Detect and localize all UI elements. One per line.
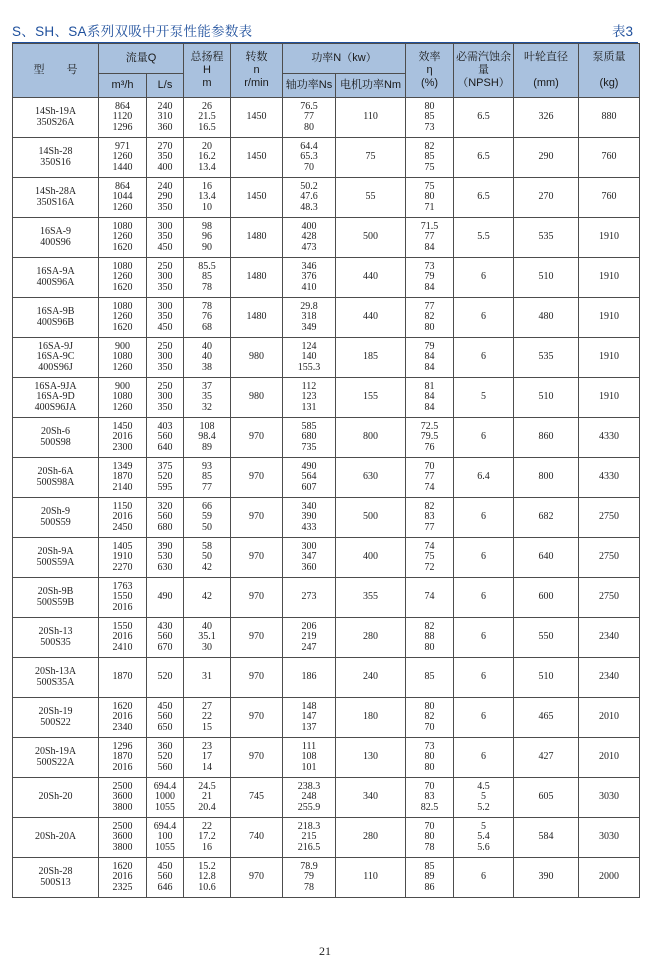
header-npsh [454, 44, 514, 98]
cell-speed: 970 [231, 458, 283, 498]
cell-shaft-power: 340 390 433 [283, 498, 336, 538]
cell-head: 40 40 38 [184, 338, 231, 378]
cell-flow-ls: 375 520 595 [147, 458, 184, 498]
header-flow: 流量Q [99, 44, 184, 74]
cell-head: 22 17.2 16 [184, 818, 231, 858]
header-mass-unit: (kg) [599, 77, 619, 89]
cell-speed: 745 [231, 778, 283, 818]
cell-efficiency: 81 84 84 [406, 378, 454, 418]
cell-efficiency: 71.5 77 84 [406, 218, 454, 258]
cell-motor-power: 240 [336, 658, 406, 698]
cell-flow-ls: 403 560 640 [147, 418, 184, 458]
cell-pump-mass: 2010 [579, 738, 640, 778]
cell-pump-mass: 2750 [579, 538, 640, 578]
header-npsh-unit: （NPSH） [457, 77, 510, 89]
cell-head: 85.5 85 78 [184, 258, 231, 298]
table-body [13, 98, 640, 898]
cell-flow-m3h: 1150 2016 2450 [99, 498, 147, 538]
cell-efficiency: 77 82 80 [406, 298, 454, 338]
cell-shaft-power: 238.3 248 255.9 [283, 778, 336, 818]
cell-speed: 980 [231, 378, 283, 418]
cell-flow-m3h: 971 1260 1440 [99, 138, 147, 178]
cell-pump-mass: 2010 [579, 698, 640, 738]
cell-model: 20Sh-13 500S35 [13, 618, 99, 658]
cell-pump-mass: 2750 [579, 578, 640, 618]
cell-shaft-power: 186 [283, 658, 336, 698]
cell-model: 20Sh-9 500S59 [13, 498, 99, 538]
cell-npsh: 6.5 [454, 138, 514, 178]
cell-head: 66 59 50 [184, 498, 231, 538]
table-row [13, 178, 640, 218]
header-speed-unit: r/min [244, 77, 269, 89]
cell-impeller-diameter: 860 [514, 418, 579, 458]
cell-shaft-power: 64.4 65.3 70 [283, 138, 336, 178]
cell-model: 20Sh-9A 500S59A [13, 538, 99, 578]
cell-efficiency: 85 89 86 [406, 858, 454, 898]
cell-model: 16SA-9B 400S96B [13, 298, 99, 338]
cell-motor-power: 440 [336, 258, 406, 298]
cell-speed: 970 [231, 738, 283, 778]
header-eff-label: 效率 [418, 51, 441, 63]
cell-shaft-power: 273 [283, 578, 336, 618]
header-motor-power: 电机功率Nm [336, 74, 406, 98]
cell-shaft-power: 490 564 607 [283, 458, 336, 498]
page-number: 21 [319, 944, 331, 958]
cell-speed: 1450 [231, 138, 283, 178]
header-eff-unit: (%) [420, 77, 439, 89]
cell-efficiency: 70 83 82.5 [406, 778, 454, 818]
cell-model: 20Sh-20 [13, 778, 99, 818]
table-row [13, 858, 640, 898]
cell-motor-power: 500 [336, 498, 406, 538]
cell-npsh: 6 [454, 298, 514, 338]
cell-speed: 1450 [231, 98, 283, 138]
cell-efficiency: 73 79 84 [406, 258, 454, 298]
table-row [13, 298, 640, 338]
table-row [13, 538, 640, 578]
pump-performance-table [12, 43, 640, 898]
cell-head: 42 [184, 578, 231, 618]
cell-flow-m3h: 1080 1260 1620 [99, 258, 147, 298]
table-row [13, 658, 640, 698]
table-row [13, 138, 640, 178]
cell-flow-ls: 430 560 670 [147, 618, 184, 658]
cell-impeller-diameter: 584 [514, 818, 579, 858]
cell-flow-ls: 250 300 350 [147, 258, 184, 298]
cell-motor-power: 280 [336, 618, 406, 658]
header-mass [579, 44, 640, 98]
cell-impeller-diameter: 326 [514, 98, 579, 138]
table-row [13, 578, 640, 618]
cell-npsh: 5 [454, 378, 514, 418]
cell-shaft-power: 111 108 101 [283, 738, 336, 778]
cell-speed: 980 [231, 338, 283, 378]
cell-npsh: 6 [454, 858, 514, 898]
cell-motor-power: 180 [336, 698, 406, 738]
cell-efficiency: 82 88 80 [406, 618, 454, 658]
table-row [13, 378, 640, 418]
cell-pump-mass: 3030 [579, 778, 640, 818]
cell-motor-power: 355 [336, 578, 406, 618]
cell-shaft-power: 29.8 318 349 [283, 298, 336, 338]
table-row [13, 778, 640, 818]
cell-model: 20Sh-28 500S13 [13, 858, 99, 898]
cell-pump-mass: 1910 [579, 298, 640, 338]
cell-motor-power: 280 [336, 818, 406, 858]
cell-impeller-diameter: 535 [514, 218, 579, 258]
cell-flow-m3h: 864 1044 1260 [99, 178, 147, 218]
cell-motor-power: 75 [336, 138, 406, 178]
header-head-unit: m [202, 77, 212, 89]
cell-head: 16 13.4 10 [184, 178, 231, 218]
cell-model: 20Sh-19A 500S22A [13, 738, 99, 778]
cell-flow-ls: 240 310 360 [147, 98, 184, 138]
cell-npsh: 6 [454, 618, 514, 658]
cell-flow-m3h: 1620 2016 2340 [99, 698, 147, 738]
cell-flow-m3h: 900 1080 1260 [99, 338, 147, 378]
cell-head: 23 17 14 [184, 738, 231, 778]
cell-shaft-power: 148 147 137 [283, 698, 336, 738]
cell-impeller-diameter: 510 [514, 378, 579, 418]
cell-speed: 1480 [231, 298, 283, 338]
header-mass-label: 泵质量 [592, 51, 626, 63]
table-row [13, 498, 640, 538]
header-eff-symbol: η [426, 64, 433, 76]
cell-pump-mass: 3030 [579, 818, 640, 858]
cell-flow-ls: 450 560 650 [147, 698, 184, 738]
cell-flow-ls: 490 [147, 578, 184, 618]
cell-npsh: 6 [454, 538, 514, 578]
cell-flow-m3h: 1870 [99, 658, 147, 698]
cell-npsh: 5 5.4 5.6 [454, 818, 514, 858]
cell-motor-power: 185 [336, 338, 406, 378]
cell-flow-m3h: 900 1080 1260 [99, 378, 147, 418]
cell-npsh: 6 [454, 338, 514, 378]
cell-flow-m3h: 1080 1260 1620 [99, 298, 147, 338]
cell-motor-power: 155 [336, 378, 406, 418]
cell-flow-ls: 694.4 1000 1055 [147, 778, 184, 818]
cell-model: 16SA-9 400S96 [13, 218, 99, 258]
cell-impeller-diameter: 640 [514, 538, 579, 578]
table-row [13, 98, 640, 138]
cell-model: 14Sh-28A 350S16A [13, 178, 99, 218]
cell-motor-power: 800 [336, 418, 406, 458]
table-row [13, 738, 640, 778]
cell-flow-m3h: 1763 1550 2016 [99, 578, 147, 618]
cell-speed: 970 [231, 698, 283, 738]
cell-motor-power: 400 [336, 538, 406, 578]
cell-speed: 1450 [231, 178, 283, 218]
cell-pump-mass: 1910 [579, 218, 640, 258]
cell-shaft-power: 124 140 155.3 [283, 338, 336, 378]
cell-motor-power: 630 [336, 458, 406, 498]
cell-flow-m3h: 1550 2016 2410 [99, 618, 147, 658]
cell-head: 27 22 15 [184, 698, 231, 738]
cell-npsh: 6 [454, 498, 514, 538]
header-speed-symbol: n [253, 64, 260, 76]
cell-flow-m3h: 1620 2016 2325 [99, 858, 147, 898]
cell-motor-power: 500 [336, 218, 406, 258]
cell-efficiency: 74 [406, 578, 454, 618]
cell-pump-mass: 1910 [579, 338, 640, 378]
cell-impeller-diameter: 800 [514, 458, 579, 498]
cell-flow-ls: 270 350 400 [147, 138, 184, 178]
cell-speed: 970 [231, 618, 283, 658]
cell-model: 16SA-9A 400S96A [13, 258, 99, 298]
table-row [13, 338, 640, 378]
cell-head: 20 16.2 13.4 [184, 138, 231, 178]
cell-pump-mass: 1910 [579, 378, 640, 418]
cell-impeller-diameter: 270 [514, 178, 579, 218]
table-row [13, 698, 640, 738]
cell-efficiency: 74 75 72 [406, 538, 454, 578]
cell-pump-mass: 1910 [579, 258, 640, 298]
cell-flow-ls: 250 300 350 [147, 378, 184, 418]
cell-impeller-diameter: 465 [514, 698, 579, 738]
cell-flow-ls: 390 530 630 [147, 538, 184, 578]
cell-efficiency: 72.5 79.5 76 [406, 418, 454, 458]
cell-pump-mass: 2000 [579, 858, 640, 898]
cell-flow-m3h: 1405 1910 2270 [99, 538, 147, 578]
cell-flow-m3h: 2500 3600 3800 [99, 818, 147, 858]
cell-motor-power: 440 [336, 298, 406, 338]
cell-flow-ls: 300 350 450 [147, 218, 184, 258]
header-efficiency [406, 44, 454, 98]
cell-speed: 970 [231, 578, 283, 618]
cell-motor-power: 55 [336, 178, 406, 218]
cell-head: 108 98.4 89 [184, 418, 231, 458]
cell-motor-power: 110 [336, 98, 406, 138]
cell-impeller-diameter: 682 [514, 498, 579, 538]
cell-flow-ls: 694.4 100 1055 [147, 818, 184, 858]
cell-pump-mass: 2340 [579, 658, 640, 698]
cell-model: 20Sh-6A 500S98A [13, 458, 99, 498]
cell-shaft-power: 76.5 77 80 [283, 98, 336, 138]
cell-shaft-power: 112 123 131 [283, 378, 336, 418]
cell-motor-power: 110 [336, 858, 406, 898]
cell-impeller-diameter: 480 [514, 298, 579, 338]
header-flow-ls: L/s [147, 74, 184, 98]
cell-pump-mass: 2750 [579, 498, 640, 538]
cell-model: 14Sh-19A 350S26A [13, 98, 99, 138]
cell-head: 31 [184, 658, 231, 698]
cell-head: 40 35.1 30 [184, 618, 231, 658]
cell-npsh: 5.5 [454, 218, 514, 258]
cell-efficiency: 82 83 77 [406, 498, 454, 538]
cell-speed: 970 [231, 538, 283, 578]
cell-impeller-diameter: 550 [514, 618, 579, 658]
header-speed-label: 转数 [245, 51, 268, 63]
cell-speed: 740 [231, 818, 283, 858]
table-row [13, 818, 640, 858]
cell-efficiency: 70 80 78 [406, 818, 454, 858]
cell-npsh: 4.5 5 5.2 [454, 778, 514, 818]
cell-head: 58 50 42 [184, 538, 231, 578]
cell-flow-m3h: 1349 1870 2140 [99, 458, 147, 498]
cell-npsh: 6 [454, 418, 514, 458]
header-head-label: 总扬程 [190, 51, 224, 63]
cell-model: 20Sh-9B 500S59B [13, 578, 99, 618]
cell-motor-power: 130 [336, 738, 406, 778]
cell-flow-m3h: 1450 2016 2300 [99, 418, 147, 458]
cell-speed: 970 [231, 498, 283, 538]
table-row [13, 218, 640, 258]
cell-head: 78 76 68 [184, 298, 231, 338]
cell-npsh: 6 [454, 258, 514, 298]
cell-impeller-diameter: 390 [514, 858, 579, 898]
cell-flow-ls: 320 560 680 [147, 498, 184, 538]
cell-npsh: 6 [454, 658, 514, 698]
table-row [13, 618, 640, 658]
cell-impeller-diameter: 510 [514, 658, 579, 698]
cell-impeller-diameter: 600 [514, 578, 579, 618]
cell-pump-mass: 760 [579, 178, 640, 218]
header-impeller [514, 44, 579, 98]
cell-shaft-power: 218.3 215 216.5 [283, 818, 336, 858]
cell-efficiency: 75 80 71 [406, 178, 454, 218]
cell-shaft-power: 206 219 247 [283, 618, 336, 658]
cell-flow-m3h: 1296 1870 2016 [99, 738, 147, 778]
cell-flow-ls: 300 350 450 [147, 298, 184, 338]
cell-head: 26 21.5 16.5 [184, 98, 231, 138]
cell-npsh: 6 [454, 738, 514, 778]
table-number: 表3 [611, 24, 633, 39]
header-flow-m3h: m³/h [99, 74, 147, 98]
cell-head: 24.5 21 20.4 [184, 778, 231, 818]
cell-impeller-diameter: 427 [514, 738, 579, 778]
cell-impeller-diameter: 605 [514, 778, 579, 818]
header-impeller-label: 叶轮直径 [524, 51, 569, 63]
cell-speed: 970 [231, 858, 283, 898]
cell-efficiency: 79 84 84 [406, 338, 454, 378]
cell-flow-ls: 240 290 350 [147, 178, 184, 218]
cell-impeller-diameter: 535 [514, 338, 579, 378]
header-power: 功率N（kw） [283, 44, 406, 74]
table-row [13, 258, 640, 298]
cell-shaft-power: 400 428 473 [283, 218, 336, 258]
header-model: 型 号 [13, 44, 99, 98]
cell-efficiency: 80 82 70 [406, 698, 454, 738]
cell-shaft-power: 50.2 47.6 48.3 [283, 178, 336, 218]
cell-shaft-power: 300 347 360 [283, 538, 336, 578]
cell-shaft-power: 78.9 79 78 [283, 858, 336, 898]
cell-impeller-diameter: 290 [514, 138, 579, 178]
cell-model: 16SA-9J 16SA-9C 400S96J [13, 338, 99, 378]
cell-model: 20Sh-19 500S22 [13, 698, 99, 738]
cell-pump-mass: 760 [579, 138, 640, 178]
cell-head: 15.2 12.8 10.6 [184, 858, 231, 898]
cell-efficiency: 70 77 74 [406, 458, 454, 498]
cell-model: 16SA-9JA 16SA-9D 400S96JA [13, 378, 99, 418]
page-title: S、SH、SA系列双吸中开泵性能参数表 [12, 24, 253, 39]
cell-npsh: 6 [454, 698, 514, 738]
cell-speed: 1480 [231, 218, 283, 258]
header-shaft-power: 轴功率Ns [283, 74, 336, 98]
header-head [184, 44, 231, 98]
cell-head: 98 96 90 [184, 218, 231, 258]
cell-pump-mass: 4330 [579, 418, 640, 458]
cell-npsh: 6 [454, 578, 514, 618]
cell-flow-ls: 450 560 646 [147, 858, 184, 898]
cell-shaft-power: 346 376 410 [283, 258, 336, 298]
cell-pump-mass: 2340 [579, 618, 640, 658]
cell-model: 20Sh-6 500S98 [13, 418, 99, 458]
cell-flow-ls: 250 300 350 [147, 338, 184, 378]
cell-model: 14Sh-28 350S16 [13, 138, 99, 178]
table-row [13, 418, 640, 458]
cell-npsh: 6.5 [454, 98, 514, 138]
header-npsh-label: 必需汽蚀余量 [456, 51, 512, 76]
cell-efficiency: 85 [406, 658, 454, 698]
cell-flow-m3h: 864 1120 1296 [99, 98, 147, 138]
cell-efficiency: 73 80 80 [406, 738, 454, 778]
header-head-symbol: H [203, 64, 211, 76]
cell-motor-power: 340 [336, 778, 406, 818]
cell-pump-mass: 4330 [579, 458, 640, 498]
cell-efficiency: 80 85 73 [406, 98, 454, 138]
cell-npsh: 6.4 [454, 458, 514, 498]
cell-head: 37 35 32 [184, 378, 231, 418]
cell-speed: 970 [231, 658, 283, 698]
cell-speed: 970 [231, 418, 283, 458]
cell-head: 93 85 77 [184, 458, 231, 498]
cell-flow-m3h: 1080 1260 1620 [99, 218, 147, 258]
header-impeller-unit: (mm) [533, 77, 559, 89]
cell-flow-ls: 520 [147, 658, 184, 698]
cell-flow-m3h: 2500 3600 3800 [99, 778, 147, 818]
cell-impeller-diameter: 510 [514, 258, 579, 298]
cell-pump-mass: 880 [579, 98, 640, 138]
table-row [13, 458, 640, 498]
cell-model: 20Sh-13A 500S35A [13, 658, 99, 698]
cell-shaft-power: 585 680 735 [283, 418, 336, 458]
cell-flow-ls: 360 520 560 [147, 738, 184, 778]
cell-efficiency: 82 85 75 [406, 138, 454, 178]
cell-model: 20Sh-20A [13, 818, 99, 858]
cell-speed: 1480 [231, 258, 283, 298]
cell-npsh: 6.5 [454, 178, 514, 218]
header-speed [231, 44, 283, 98]
